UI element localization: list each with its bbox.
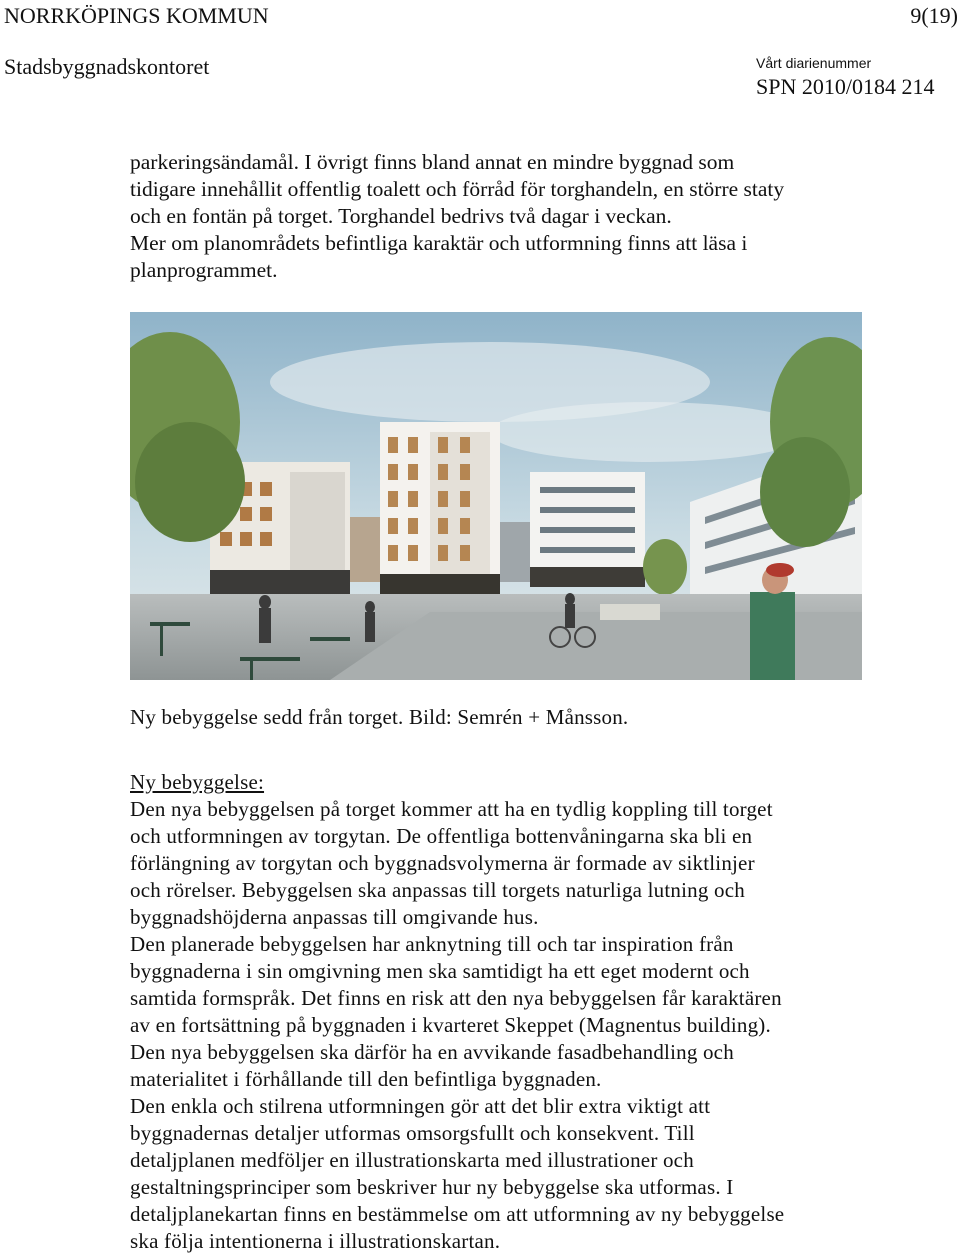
- intro-paragraph: [130, 149, 870, 284]
- section-line: förlängning av torgytan och byggnadsvolymerna är formade av siktlinjer: [130, 851, 755, 875]
- section-line: detaljplanen medföljer en illustrationskarta med illustrationer och: [130, 1148, 694, 1172]
- intro-line: parkeringsändamål. I övrigt finns bland annat en mindre byggnad som: [130, 150, 735, 174]
- figure-caption: Ny bebyggelse sedd från torget. Bild: Semrén + Månsson.: [130, 705, 629, 729]
- section-line: Den nya bebyggelsen på torget kommer att ha en tydlig koppling till torget: [130, 797, 773, 821]
- section-line: av en fortsättning på byggnaden i kvarteret Skeppet (Magnentus building).: [130, 1013, 771, 1037]
- intro-line: tidigare innehållit offentlig toalett och förråd för torghandeln, en större staty: [130, 177, 785, 201]
- section-line: och rörelser. Bebyggelsen ska anpassas till torgets naturliga lutning och: [130, 878, 745, 902]
- page-number: 9(19): [910, 3, 958, 28]
- diary-number: SPN 2010/0184 214: [756, 74, 935, 99]
- section-line: Den nya bebyggelsen ska därför ha en avvikande fasadbehandling och: [130, 1040, 734, 1064]
- section-line: gestaltningsprinciper som beskriver hur ny bebyggelse ska utformas. I: [130, 1175, 734, 1199]
- department-name: Stadsbyggnadskontoret: [4, 54, 210, 79]
- section-line: samtida formspråk. Det finns en risk att den nya bebyggelsen får karaktären: [130, 986, 782, 1010]
- intro-line: planprogrammet.: [130, 258, 278, 282]
- section-heading: Ny bebyggelse:: [130, 770, 265, 794]
- architectural-rendering-image: [130, 312, 862, 680]
- section-line: byggnadshöjderna anpassas till omgivande hus.: [130, 905, 539, 929]
- section-line: byggnaderna i sin omgivning men ska samtidigt ha ett eget modernt och: [130, 959, 750, 983]
- intro-line: och en fontän på torget. Torghandel bedrivs två dagar i veckan.: [130, 204, 672, 228]
- section-line: ska följa intentionerna i illustrationskartan.: [130, 1229, 501, 1253]
- intro-line: Mer om planområdets befintliga karaktär och utformning finns att läsa i: [130, 231, 748, 255]
- section-line: Den planerade bebyggelsen har anknytning till och tar inspiration från: [130, 932, 734, 956]
- section-line: detaljplanekartan finns en bestämmelse om att utformning av ny bebyggelse: [130, 1202, 785, 1226]
- new-buildings-section: [130, 769, 890, 1255]
- section-line: Den enkla och stilrena utformningen gör att det blir extra viktigt att: [130, 1094, 711, 1118]
- section-line: materialitet i förhållande till den befintliga byggnaden.: [130, 1067, 602, 1091]
- section-line: och utformningen av torgytan. De offentliga bottenvåningarna ska bli en: [130, 824, 753, 848]
- organization-name: NORRKÖPINGS KOMMUN: [4, 3, 269, 28]
- diary-number-label: Vårt diarienummer: [756, 55, 872, 71]
- section-line: byggnadernas detaljer utformas omsorgsfullt och konsekvent. Till: [130, 1121, 695, 1145]
